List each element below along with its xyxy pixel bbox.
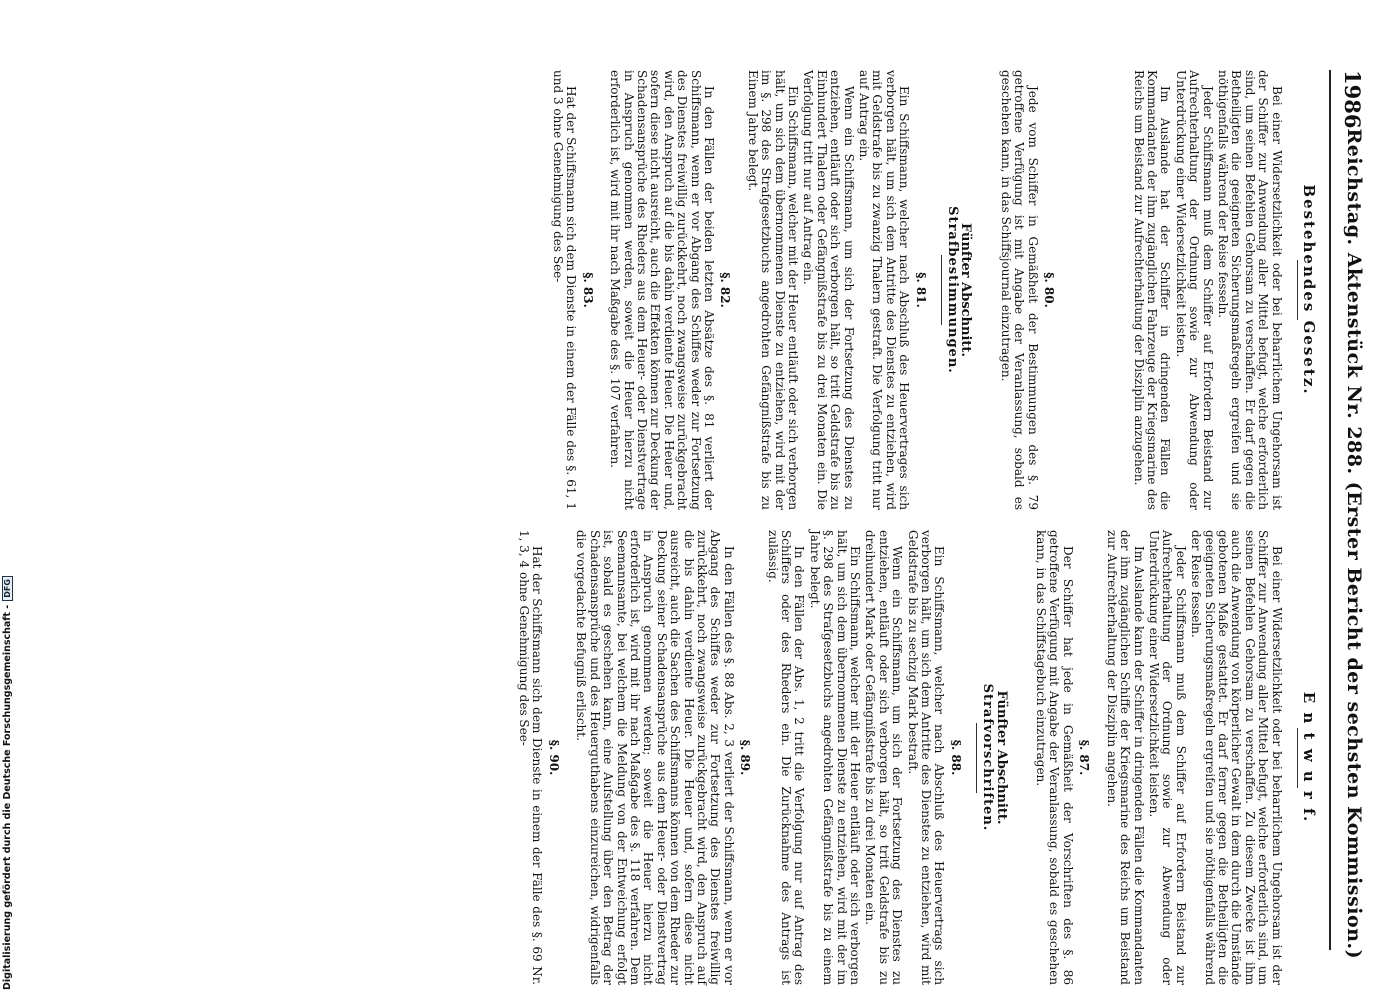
- right-column-draft: [515, 530, 1323, 985]
- right-paragraph: Ein Schiffsmann, welcher mit der Heuer entläuft oder sich verborgen hält, um sich dem übernommenen Dienste zu entziehen, wird mit der im §. 298 des Strafgesetzbuchs angedrohten Gefängnißstrafe bis zu einem Jahre belegt.: [807, 530, 863, 985]
- right-paragraph: Jeder Schiffsmann muß dem Schiffer auf Erfordern Beistand zur Aufrechterhaltung der Ordnung sowie zur Abwendung oder Unterdrückung einer Widersetzlichkeit leisten.: [1146, 530, 1188, 985]
- section-label-80: §. 80.: [1042, 272, 1057, 308]
- page-number: 1986: [1340, 70, 1365, 129]
- chapter-rule: [976, 723, 977, 793]
- left-paragraph: In den Fällen der beiden letzten Absätze des §. 81 verliert der Schiffsmann, wenn er vor Abgang des Schiffes weder zur Fortsetzung des Dienstes freiwillig zurückkehrt, noch zwangsweise zurückgebracht wird, den Anspruch auf die bis dahin verdiente Heuer. Die Heuer und, sofern diese nicht ausreicht, auch die Effekten können zur Deckung der Schadensansprüche des Rheders aus dem Heuer- oder Dienstvertrage in Anspruch genommen werden, soweit die Heuer hierzu nicht erforderlich ist, wird mit ihr nach Maßgabe des §. 107 verfahren.: [608, 70, 716, 510]
- digitization-note: [0, 0, 18, 1000]
- chapter-title: Strafbestimmungen.: [945, 206, 961, 374]
- section-label-82: §. 82.: [718, 272, 733, 308]
- chapter-title: Strafvorschriften.: [980, 683, 996, 832]
- left-paragraph: Ein Schiffsmann, welcher mit der Heuer entläuft oder sich verborgen hält, um sich dem übernommenen Dienste zu entziehen, wird mit der im §. 298 des Strafgesetzbuchs angedrohten Gefängnißstrafe bis zu Einem Jahre belegt.: [745, 70, 801, 510]
- chapter-label: Fünfter Abschnitt.: [958, 223, 974, 357]
- header-rule: [1329, 70, 1331, 950]
- funding-credit-text: Digitalisierung gefördert durch die Deutsche Forschungsgemeinschaft -: [2, 604, 13, 990]
- right-column-heading: E n t w u r f.: [1300, 691, 1318, 824]
- heading-rule: [1297, 728, 1298, 788]
- chapter-rule: [941, 255, 942, 325]
- document-title: Reichstag. Aktenstück Nr. 288. (Erster Bericht der sechsten Kommission.): [1343, 128, 1365, 960]
- right-paragraph: Hat der Schiffsmann sich dem Dienste in einem der Fälle des §. 69 Nr. 1, 3, 4 ohne Genehmigung des See-: [517, 530, 545, 985]
- section-label-89: §. 89.: [738, 739, 753, 776]
- section-label-87: §. 87.: [1077, 739, 1092, 776]
- left-column-existing-law: [549, 70, 1323, 510]
- heading-rule: [1297, 260, 1298, 320]
- spacer: [1069, 70, 1129, 510]
- section-label-81: §. 81.: [913, 272, 928, 308]
- section-label-90: §. 90.: [546, 739, 561, 776]
- section-label-88: §. 88.: [948, 739, 963, 776]
- section-label-83: §. 83.: [580, 272, 595, 308]
- left-paragraph: Im Auslande hat der Schiffer in dringenden Fällen die Kommandanten der ihm zugänglichen Fahrzeuge der Kriegsmarine des Reichs um Beistand zur Aufrechterhaltung der Disziplin anzugehen.: [1131, 70, 1173, 510]
- funding-credit: [2, 576, 13, 990]
- right-paragraph: In den Fällen der Abs. 1, 2 tritt die Verfolgung nur auf Antrag des Schiffers oder des Rheders ein. Die Zurücknahme des Antrags ist zulässig.: [765, 530, 807, 985]
- right-paragraph: Im Auslande kann der Schiffer in dringenden Fällen die Kommandanten der ihm zugänglichen Schiffe der Kriegsmarine des Reichs um Beistand zur Aufrechterhaltung der Disziplin angehen.: [1104, 530, 1146, 985]
- right-paragraph: Ein Schiffsmann, welcher nach Abschluß des Heuervertrags sich verborgen hält, um sich dem Antritte des Dienstes zu entziehen, wird mit Geldstrafe bis zu sechzig Mark bestraft.: [905, 530, 947, 985]
- right-paragraph: Bei einer Widersetzlichkeit oder bei beharrlichem Ungehorsam ist der Schiffer zur Anwendung aller Mittel befugt, welche erforderlich sind, um seinen Befehlen Gehorsam zu verschaffen. Zu diesem Zwecke ist ihm auch die Anwendung von körperlicher Gewalt in dem durch die Umstände gebotenen Maße gestattet. Er darf ferner gegen die Betheiligten die geeigneten Sicherungsmaßregeln ergreifen und sie nöthigenfalls während der Reise fesseln.: [1189, 530, 1284, 985]
- running-header: [1340, 70, 1365, 960]
- right-paragraph: Wenn ein Schiffsmann, um sich der Fortsetzung des Dienstes zu entziehen, entläuft oder sich verborgen hält, so tritt Geldstrafe bis zu dreihundert Mark oder Gefängnißstrafe bis zu drei Monaten ein.: [863, 530, 905, 985]
- left-paragraph: Bei einer Widersetzlichkeit oder bei beharrlichem Ungehorsam ist der Schiffer zur Anwendung aller Mittel befugt, welche erforderlich sind, um seinen Befehlen Gehorsam zu verschaffen. Er darf gegen die Betheiligten die geeigneten Sicherungsmaßregeln ergreifen und sie nöthigenfalls während der Reise fesseln.: [1215, 70, 1284, 510]
- right-paragraph: In den Fällen des §. 88 Abs. 2, 3 verliert der Schiffsmann, wenn er vor Abgang des Schiffes weder zur Fortsetzung des Dienstes freiwillig zurückkehrt, noch zwangsweise zurückgebracht wird, den Anspruch auf die bis dahin verdiente Heuer. Die Heuer und, sofern diese nicht ausreicht, auch die Sachen des Schiffsmanns können von dem Rheder zur Deckung seiner Schadensansprüche aus dem Heuer- oder Dienstvertrag in Anspruch genommen werden; soweit die Heuer hierzu nicht erforderlich ist, wird mit ihr nach Maßgabe des §. 118 verfahren. Dem Seemannsamte, bei welchem die Meldung von der Entweichung erfolgt ist, sobald es geschehen kann, eine Aufstellung über den Betrag der Schadensansprüche und des Heuerguthabens einzureichen, widrigenfalls die vorgedachte Befugniß erlischt.: [574, 530, 736, 985]
- right-paragraph: Der Schiffer hat jede in Gemäßheit der Vorschriften des §. 86 getroffene Verfügung mit Angabe der Veranlassung, sobald es geschehen kann, in das Schiffstagebuch einzutragen.: [1034, 530, 1075, 985]
- left-column-heading: Bestehendes Gesetz.: [1300, 184, 1318, 396]
- left-paragraph: Wenn ein Schiffsmann, um sich der Fortsetzung des Dienstes zu entziehen, entläuft oder sich verborgen hält, so tritt Geldstrafe bis zu Einhundert Thalern oder Gefängnißstrafe bis zu drei Monaten ein. Die Verfolgung tritt nur auf Antrag ein.: [801, 70, 856, 510]
- dfg-logo: DFG: [2, 576, 13, 601]
- left-paragraph: Jede vom Schiffer in Gemäßheit der Bestimmungen des §. 79 getroffene Verfügung ist mit Angabe der Veranlassung, sobald es geschehen kann, in das Schiffsjournal einzutragen.: [998, 70, 1040, 510]
- left-paragraph: Jeder Schiffsmann muß dem Schiffer auf Erfordern Beistand zur Aufrechterhaltung der Ordnung sowie zur Abwendung oder Unterdrückung einer Widersetzlichkeit leisten.: [1173, 70, 1215, 510]
- left-paragraph: Hat der Schiffsmann sich dem Dienste in einem der Fälle des §. 61, 1 und 3 ohne Genehmigung des See-: [550, 70, 579, 510]
- left-paragraph: Ein Schiffsmann, welcher nach Abschluß des Heuervertrages sich verborgen hält, um sich dem Antritte des Dienstes zu entziehen, wird mit Geldstrafe bis zu zwanzig Thalern gestraft. Die Verfolgung tritt nur auf Antrag ein.: [857, 70, 912, 510]
- chapter-label: Fünfter Abschnitt.: [993, 690, 1009, 825]
